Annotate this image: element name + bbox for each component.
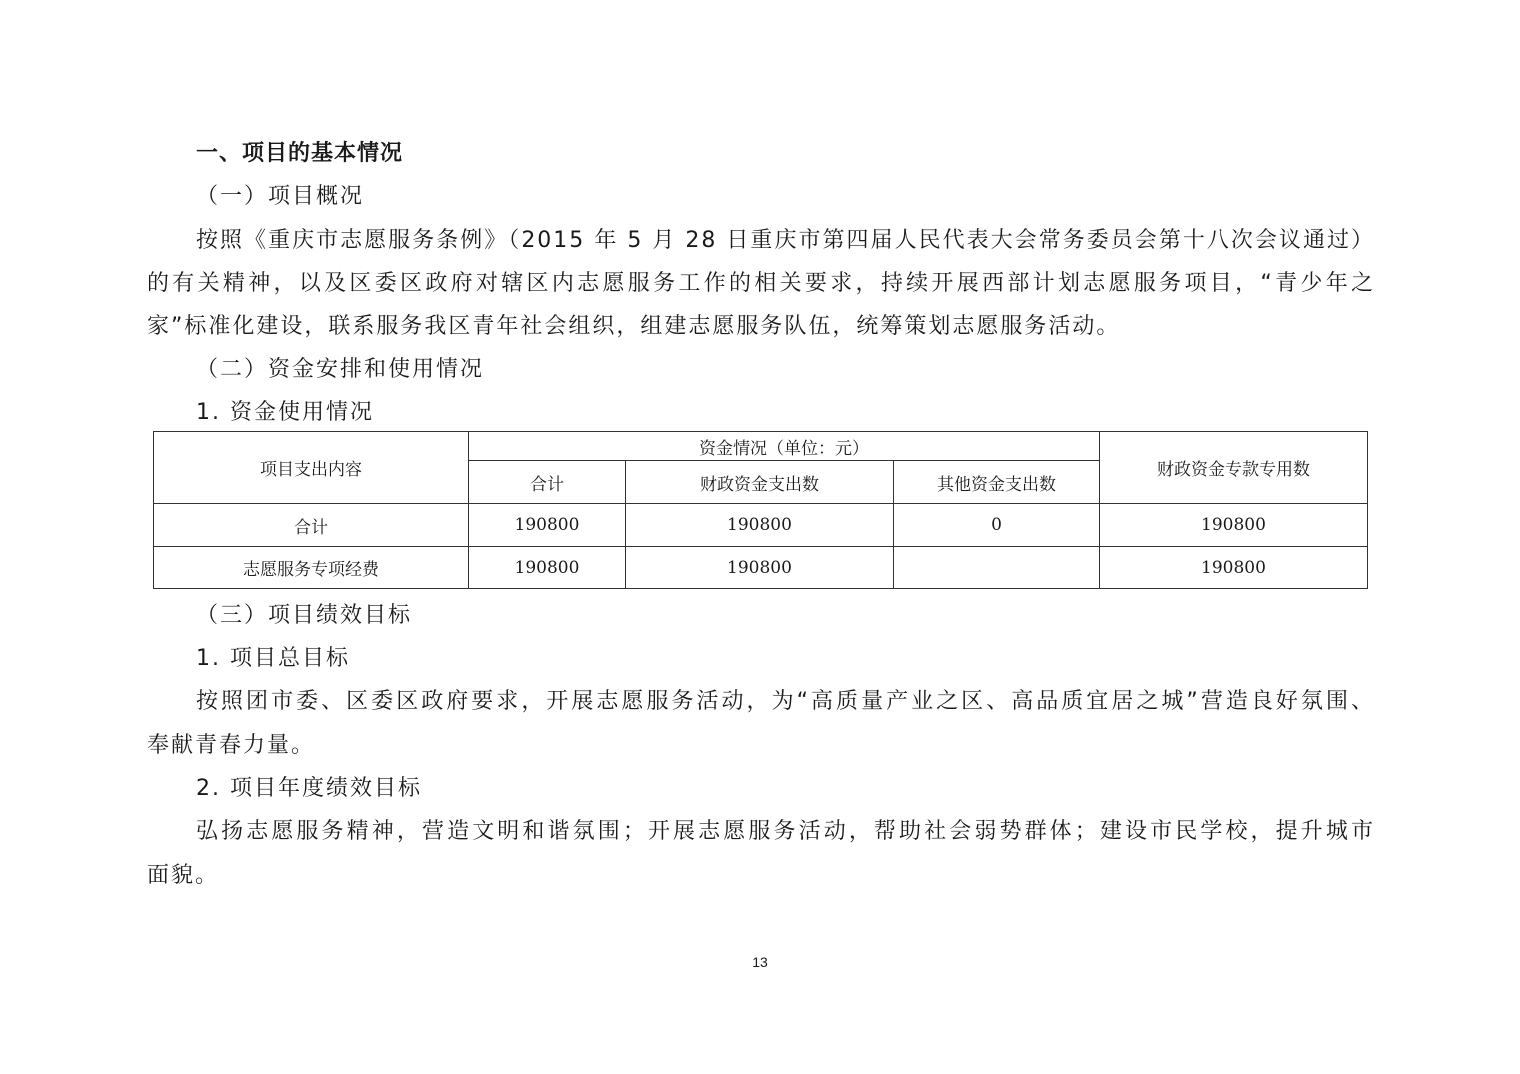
header-fund-group: 资金情况（单位：元）: [469, 432, 1100, 461]
row-item: 合计: [154, 504, 469, 547]
overview-paragraph-line: 家”标准化建设，联系服务我区青年社会组织，组建志愿服务队伍，统筹策划志愿服务活动。: [147, 314, 1121, 339]
overview-paragraph-line: 的有关精神，以及区委区政府对辖区内志愿服务工作的相关要求，持续开展西部计划志愿服务项目，“青少年之: [147, 271, 1375, 296]
row-special: 190800: [1100, 504, 1368, 547]
row-special: 190800: [1100, 547, 1368, 589]
row-fiscal: 190800: [626, 504, 894, 547]
overall-target-line: 按照团市委、区委区政府要求，开展志愿服务活动，为“高质量产业之区、高品质宜居之城”营造良好氛围、: [196, 689, 1375, 714]
targets-heading: （三）项目绩效目标: [196, 603, 413, 628]
section-heading: 一、项目的基本情况: [196, 141, 404, 166]
header-special: 财政资金专款专用数: [1100, 432, 1368, 504]
header-other: 其他资金支出数: [894, 461, 1100, 504]
overall-target-line: 奉献青春力量。: [147, 733, 316, 758]
overview-paragraph-line: 按照《重庆市志愿服务条例》（2015 年 5 月 28 日重庆市第四届人民代表大会常务委员会第十八次会议通过）: [196, 228, 1375, 253]
row-total: 190800: [469, 504, 626, 547]
row-other: [894, 547, 1100, 589]
overall-target-heading: 1. 项目总目标: [196, 646, 350, 671]
page-number: 13: [752, 954, 768, 970]
row-total: 190800: [469, 547, 626, 589]
annual-target-heading: 2. 项目年度绩效目标: [196, 776, 422, 801]
table-row: [154, 504, 1368, 547]
row-item: 志愿服务专项经费: [154, 547, 469, 589]
row-other: 0: [894, 504, 1100, 547]
annual-target-line: 面貌。: [147, 863, 220, 888]
header-fiscal: 财政资金支出数: [626, 461, 894, 504]
funds-subheading: 1. 资金使用情况: [196, 400, 374, 425]
annual-target-line: 弘扬志愿服务精神，营造文明和谐氛围；开展志愿服务活动，帮助社会弱势群体；建设市民学校，提升城市: [196, 819, 1375, 844]
funds-heading: （二）资金安排和使用情况: [196, 357, 485, 382]
header-total: 合计: [469, 461, 626, 504]
table-row: [154, 547, 1368, 589]
funds-table: [153, 431, 1368, 589]
overview-heading: （一）项目概况: [196, 184, 365, 209]
header-item: 项目支出内容: [154, 432, 469, 504]
row-fiscal: 190800: [626, 547, 894, 589]
